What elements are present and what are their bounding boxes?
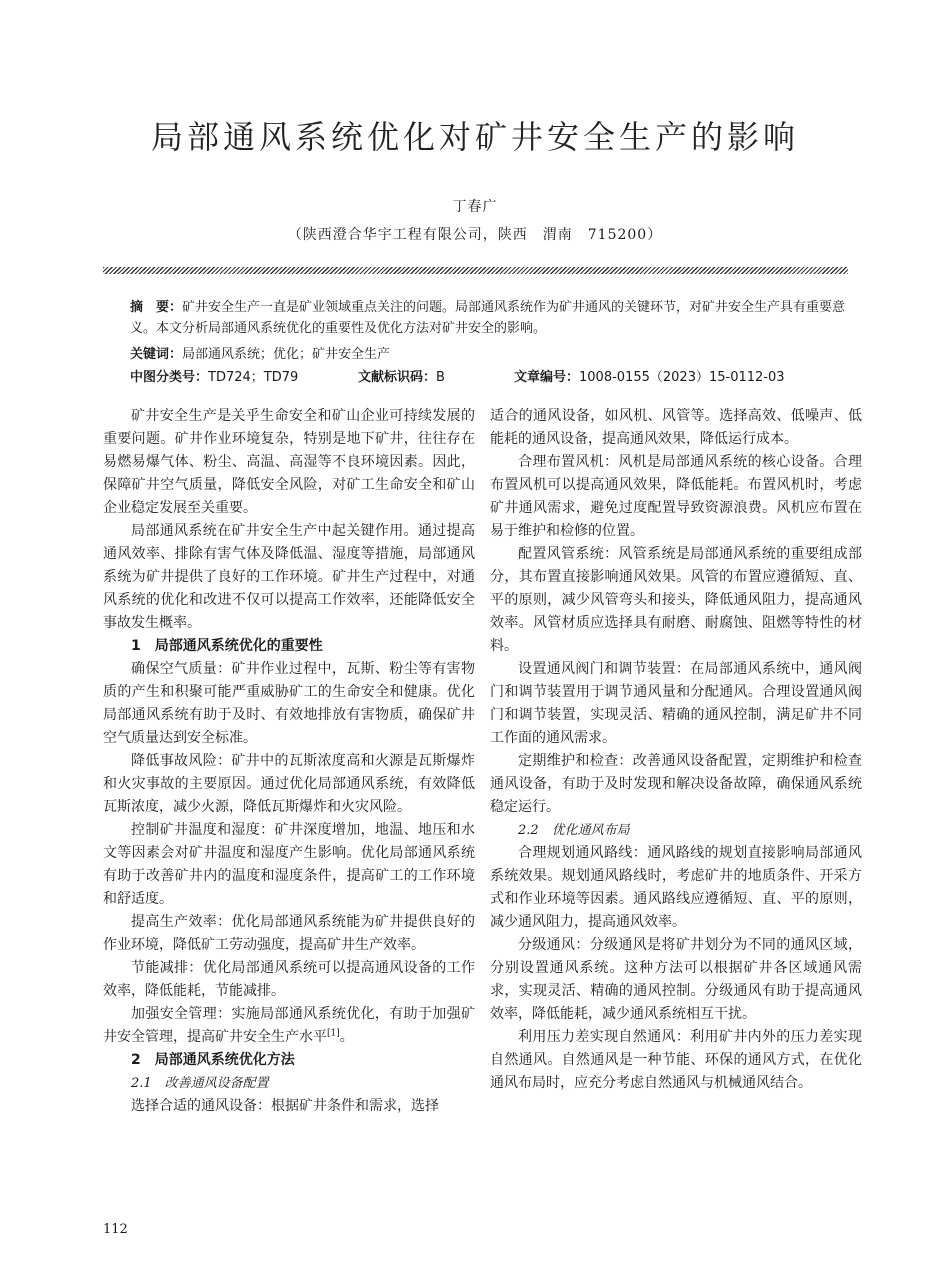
abstract-text: 矿井安全生产一直是矿业领域重点关注的问题。局部通风系统作为矿井通风的关键环节，对矿井安全生产具有重要意义。本文分析局部通风系统优化的重要性及优化方法对矿井安全的影响。 — [130, 300, 846, 336]
clc-code — [130, 367, 298, 388]
document-code — [358, 367, 445, 388]
article-value: 1008-0155（2023）15-0112-03 — [579, 370, 785, 385]
paragraph: 利用压力差实现自然通风：利用矿井内外的压力差实现自然通风。自然通风是一种节能、环保的通风方式，在优化通风布局时，应充分考虑自然通风与机械通风结合。 — [490, 1029, 862, 1091]
section-heading-2: 2 局部通风系统优化方法 — [131, 1052, 295, 1068]
paragraph: 降低事故风险：矿井中的瓦斯浓度高和火源是瓦斯爆炸和火灾事故的主要原因。通过优化局部通风系统，有效降低瓦斯浓度，减少火源，降低瓦斯爆炸和火灾风险。 — [103, 753, 475, 815]
article-label: 文章编号： — [514, 370, 580, 385]
right-column — [490, 405, 862, 1095]
affiliation: （陕西澄合华宇工程有限公司，陕西 渭南 715200） — [287, 227, 663, 243]
paragraph: 提高生产效率：优化局部通风系统能为矿井提供良好的作业环境，降低矿工劳动强度，提高矿井生产效率。 — [103, 914, 475, 953]
subsection-heading-2-1: 2.1 改善通风设备配置 — [131, 1076, 269, 1091]
doc-label: 文献标识码： — [358, 370, 437, 385]
paragraph: 矿井安全生产是关乎生命安全和矿山企业可持续发展的重要问题。矿井作业环境复杂，特别是地下矿井，往往存在易燃易爆气体、粉尘、高温、高湿等不良环境因素。因此，保障矿井空气质量，降低安全风险，对矿工生命安全和矿山企业稳定发展至关重要。 — [103, 408, 475, 516]
subsection-heading-2-2: 2.2 优化通风布局 — [518, 823, 630, 838]
paragraph: 局部通风系统在矿井安全生产中起关键作用。通过提高通风效率、排除有害气体及降低温、湿度等措施，局部通风系统为矿井提供了良好的工作环境。矿井生产过程中，对通风系统的优化和改进不仅可以提高工作效率，还能降低安全事故发生概率。 — [103, 523, 475, 631]
paragraph — [103, 1003, 475, 1049]
paragraph: 节能减排：优化局部通风系统可以提高通风设备的工作效率，降低能耗，节能减排。 — [103, 960, 475, 999]
keywords-label: 关键词： — [130, 347, 183, 362]
left-column — [103, 405, 475, 1118]
paragraph: 合理布置风机：风机是局部通风系统的核心设备。合理布置风机可以提高通风效果，降低能耗。布置风机时，考虑矿井通风需求，避免过度配置导致资源浪费。风机应布置在易于维护和检修的位置。 — [490, 454, 862, 539]
doc-value: B — [436, 370, 445, 385]
header-rule — [103, 267, 848, 274]
paragraph: 配置风管系统：风管系统是局部通风系统的重要组成部分，其布置直接影响通风效果。风管的布置应遵循短、直、平的原则，减少风管弯头和接头，降低通风阻力，提高通风效率。风管材质应选择具有耐磨、耐腐蚀、阻燃等特性的材料。 — [490, 546, 862, 654]
paragraph: 选择合适的通风设备：根据矿井条件和需求，选择 — [131, 1098, 439, 1114]
section-heading-1: 1 局部通风系统优化的重要性 — [131, 638, 323, 654]
keywords — [130, 344, 855, 365]
paragraph-end: 。 — [339, 1029, 354, 1045]
abstract-label: 摘 要： — [130, 300, 183, 315]
paragraph: 控制矿井温度和湿度：矿井深度增加，地温、地压和水文等因素会对矿井温度和湿度产生影响。优化局部通风系统有助于改善矿井内的温度和湿度条件，提高矿工的工作环境和舒适度。 — [103, 822, 475, 907]
paragraph: 设置通风阀门和调节装置：在局部通风系统中，通风阀门和调节装置用于调节通风量和分配通风。合理设置通风阀门和调节装置，实现灵活、精确的通风控制，满足矿井不同工作面的通风需求。 — [490, 661, 862, 746]
abstract — [130, 297, 855, 339]
citation-ref: [1] — [327, 1028, 340, 1039]
paragraph: 适合的通风设备，如风机、风管等。选择高效、低噪声、低能耗的通风设备，提高通风效果，降低运行成本。 — [490, 408, 862, 447]
paper-title: 局部通风系统优化对矿井安全生产的影响 — [150, 118, 799, 156]
clc-value: TD724；TD79 — [208, 370, 299, 385]
paragraph-text: 加强安全管理：实施局部通风系统优化，有助于加强矿井安全管理，提高矿井安全生产水平 — [103, 1006, 475, 1045]
paragraph: 定期维护和检查：改善通风设备配置，定期维护和检查通风设备，有助于及时发现和解决设备故障，确保通风系统稳定运行。 — [490, 753, 862, 815]
paragraph: 分级通风：分级通风是将矿井划分为不同的通风区域，分别设置通风系统。这种方法可以根据矿井各区域通风需求，实现灵活、精确的通风控制。分级通风有助于提高通风效率，降低能耗，减少通风系统相互干扰。 — [490, 937, 862, 1022]
page-number: 112 — [103, 1222, 128, 1237]
clc-label: 中图分类号： — [130, 370, 209, 385]
paragraph: 确保空气质量：矿井作业过程中，瓦斯、粉尘等有害物质的产生和积聚可能严重威胁矿工的生命安全和健康。优化局部通风系统有助于及时、有效地排放有害物质，确保矿井空气质量达到安全标准。 — [103, 661, 475, 746]
article-number — [514, 367, 785, 388]
paragraph: 合理规划通风路线：通风路线的规划直接影响局部通风系统效果。规划通风路线时，考虑矿井的地质条件、开采方式和作业环境等因素。通风路线应遵循短、直、平的原则，减少通风阻力，提高通风效率。 — [490, 845, 862, 930]
keywords-text: 局部通风系统；优化；矿井安全生产 — [182, 347, 391, 362]
author: 丁春广 — [452, 199, 498, 215]
